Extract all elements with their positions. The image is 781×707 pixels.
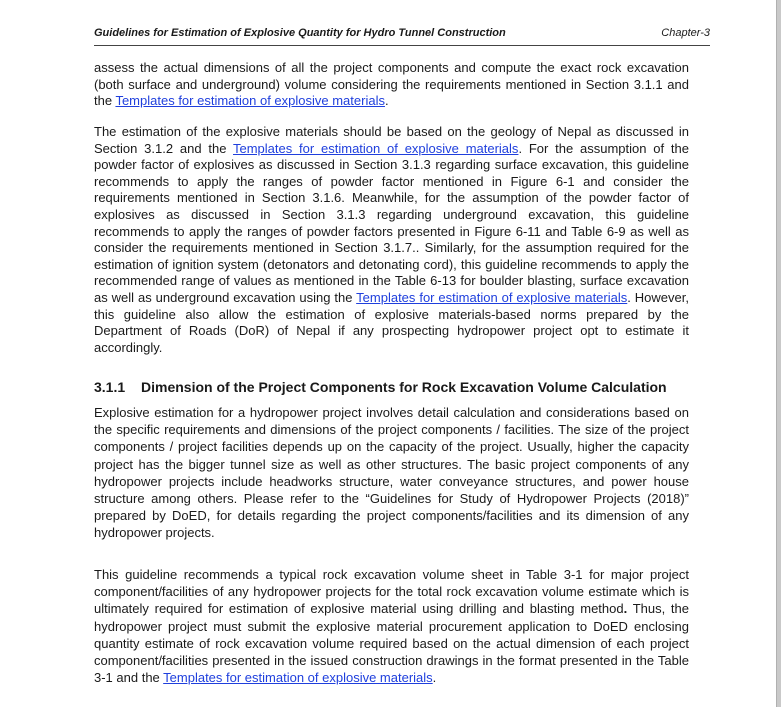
paragraph-4-bold-period: .	[623, 601, 628, 617]
paragraph-2-text-c: . However, this guideline also allow the estimation of explosive materials-based norms prepared by the Department of Roads (DoR) of Nepal if any prospecting hydropower project opt to estimate it accordingly.	[94, 289, 689, 355]
paragraph-3	[94, 404, 689, 542]
header-chapter: Chapter-3	[661, 27, 710, 39]
section-heading	[94, 379, 667, 395]
templates-link-1[interactable]: Templates for estimation of explosive materials	[115, 93, 385, 109]
paragraph-2	[94, 124, 689, 356]
templates-link-3[interactable]: Templates for estimation of explosive materials	[356, 289, 628, 305]
header-divider	[94, 45, 710, 46]
paragraph-4-end: .	[432, 670, 437, 686]
section-title: Dimension of the Project Components for Rock Excavation Volume Calculation	[141, 379, 667, 395]
paragraph-1	[94, 60, 689, 110]
header-title: Guidelines for Estimation of Explosive Quantity for Hydro Tunnel Construction	[94, 27, 506, 39]
section-number: 3.1.1	[94, 379, 126, 395]
templates-link-4[interactable]: Templates for estimation of explosive materials	[163, 670, 433, 686]
paragraph-1-text: assess the actual dimensions of all the project components and compute the exact rock excavation (both surface and underground) volume considering the requirements mentioned in Section 3.1.1 and the	[94, 60, 689, 109]
paragraph-1-end: .	[384, 93, 389, 109]
paragraph-4-text-a: This guideline recommends a typical rock excavation volume sheet in Table 3-1 for major project component/facilities of any hydropower projects for the total rock excavation volume estimate which is ultimately required for estimation of explosive material using drilling and blasting method	[94, 567, 689, 617]
paragraph-4-text-b: Thus, the hydropower project must submit the explosive material procurement application to DoED enclosing quantity estimate of rock excavation volume required based on the actual dimension of each project component/facilities presented in the issued construction drawings in the format presented in the Table 3-1 and the	[94, 601, 690, 686]
paragraph-4	[94, 566, 689, 686]
paragraph-2-text-b: . For the assumption of the powder factor of explosives as discussed in Section 3.1.3 regarding surface excavation, this guideline recommends to apply the ranges of powder factor mentioned in Figure 6-1 and consider the requirements mentioned in Section 3.1.6. Meanwhile, for the assumption of the powder factor of explosives as discussed in Section 3.1.3 regarding underground excavation, this guideline recommends to apply the ranges of powder factors presented in Figure 6-11 and Table 6-9 as well as consider the requirements mentioned in Section 3.1.7.. Similarly, for the assumption required for the estimation of ignition system (detonators and detonating cord), this guideline recommends to apply the recommended range of values as mentioned in the Table 6-13 for boulder blasting, surface excavation as well as underground excavation using the	[94, 140, 689, 305]
paragraph-3-text: Explosive estimation for a hydropower project involves detail calculation and considerations based on the specific requirements and dimensions of the project components / facilities. The size of the project components / project facilities depends up on the capacity of the project. Usually, higher the capacity project has the bigger tunnel size as well as other structures. The basic project components of any hydropower projects include headworks structure, water conveyance structures, and power house structure among others. Please refer to the “Guidelines for Study of Hydropower Projects (2018)” prepared by DoED, for details regarding the project components/facilities and its dimension of any hydropower projects.	[94, 405, 689, 541]
templates-link-2[interactable]: Templates for estimation of explosive materials	[233, 140, 519, 156]
paragraph-2-text-a: The estimation of the explosive materials should be based on the geology of Nepal as discussed in Section 3.1.2 and the	[94, 124, 689, 156]
